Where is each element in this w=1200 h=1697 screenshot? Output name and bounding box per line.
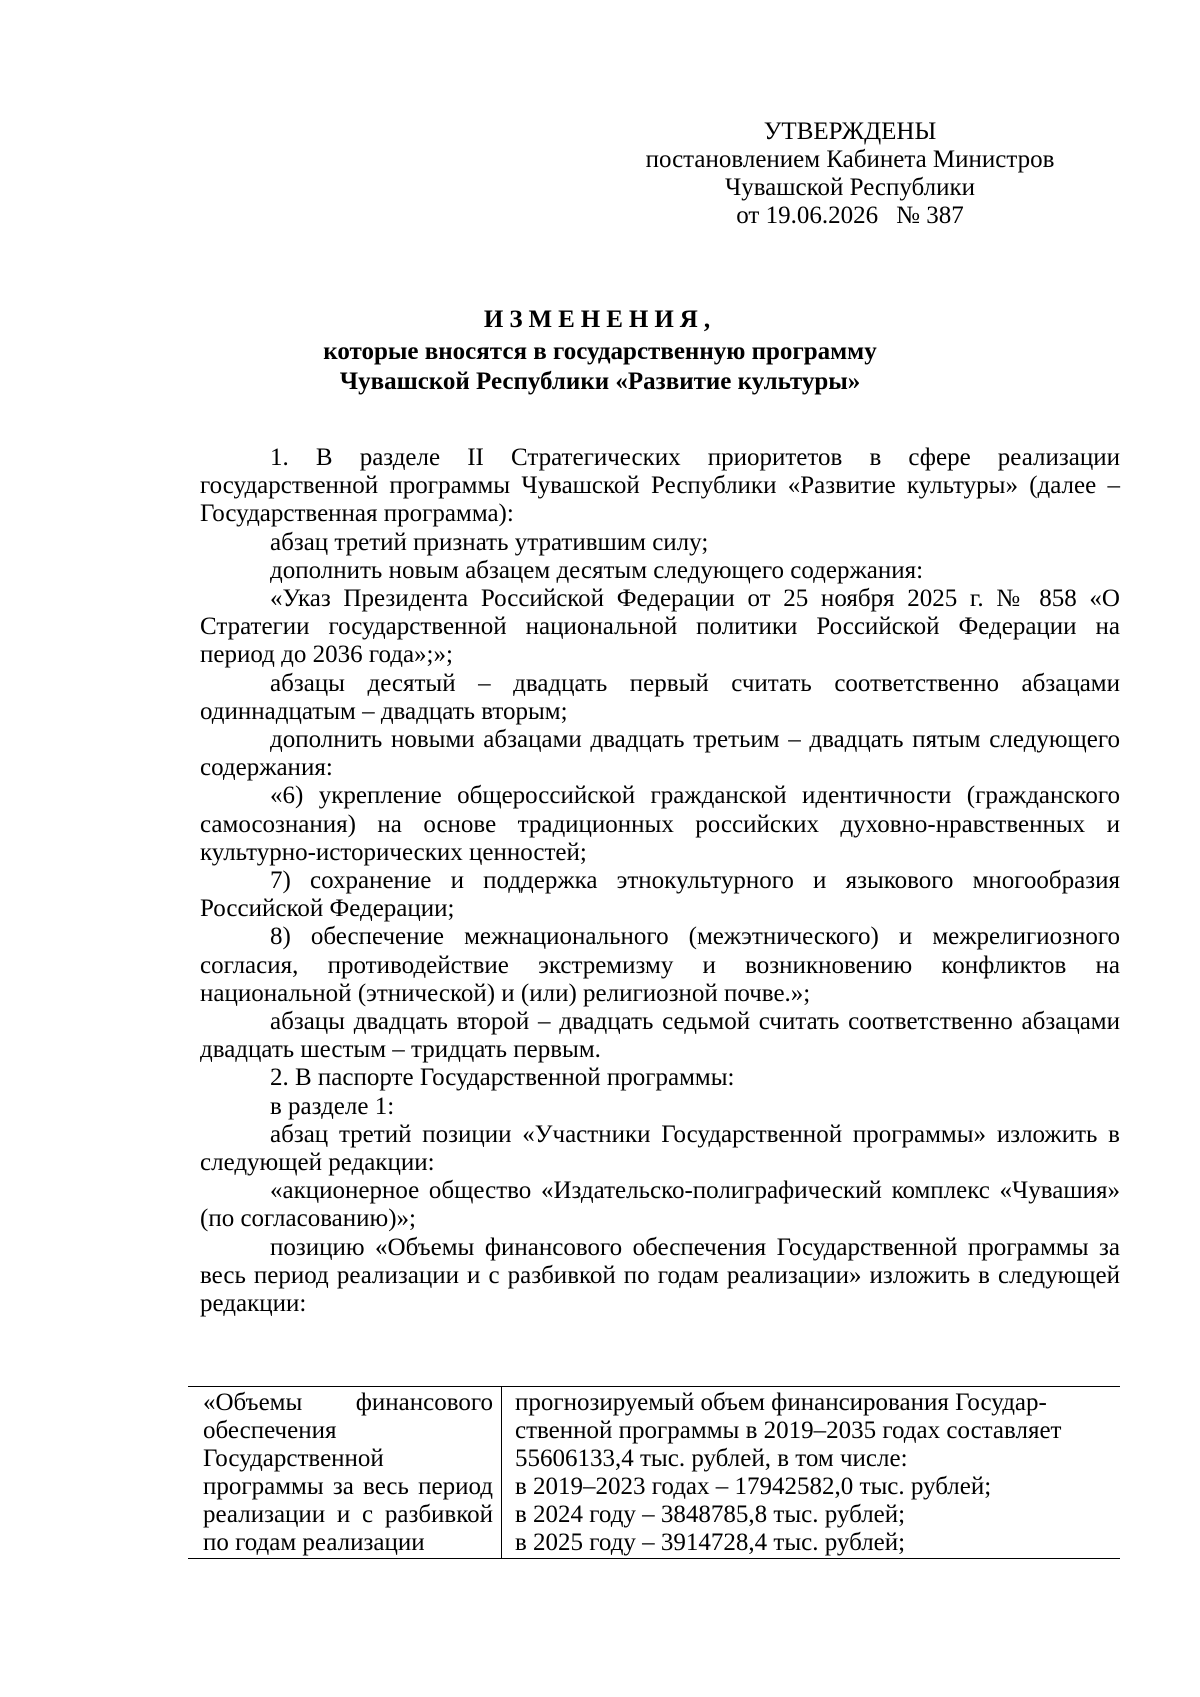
- approval-stamp: [600, 118, 1100, 230]
- paragraph: 7) сохранение и поддержка этнокультурного и языкового многообразия Российской Федерации;: [200, 867, 1120, 923]
- table-line: ственной программы в 2019–2035 годах составляет: [515, 1417, 1062, 1444]
- paragraph: абзацы десятый – двадцать первый считать соответственно абзацами одиннадцатым – двадцать вторым;: [200, 669, 1120, 725]
- paragraph: абзац третий признать утратившим силу;: [270, 528, 709, 556]
- paragraph: 1. В разделе II Стратегических приоритетов в сфере реализации государственной программы Чувашской Республики «Развитие культуры» (далее – Государственная программа):: [200, 444, 1120, 528]
- approval-label: УТВЕРЖДЕНЫ: [763, 118, 937, 145]
- table-line: в 2025 году – 3914728,4 тыс. рублей;: [515, 1529, 906, 1556]
- approval-date: от 19.06.2026: [736, 202, 879, 229]
- approval-authority: постановлением Кабинета Министров: [645, 146, 1055, 173]
- paragraph: абзац третий позиции «Участники Государственной программы» изложить в следующей редакции:: [200, 1120, 1120, 1177]
- table-cell-position: «Объемы финансового обеспечения Государственной программы за весь период реализации и с разбивкой по годам реализации: [188, 1387, 502, 1559]
- paragraph: дополнить новым абзацем десятым следующего содержания:: [270, 556, 924, 584]
- paragraph: 2. В паспорте Государственной программы:: [270, 1064, 735, 1092]
- table-line: прогнозируемый объем финансирования Государ-: [515, 1389, 1047, 1416]
- paragraph: позицию «Объемы финансового обеспечения Государственной программы за весь период реализации и с разбивкой по годам реализации» изложить в следующей редакции:: [200, 1233, 1120, 1318]
- paragraph: «6) укрепление общероссийской гражданской идентичности (гражданского самосознания) на основе традиционных российских духовно-нравственных и культурно-исторических ценностей;: [200, 782, 1120, 866]
- paragraph: в разделе 1:: [270, 1092, 395, 1120]
- paragraph: «акционерное общество «Издательско-полиграфический комплекс «Чувашия» (по согласованию)»;: [200, 1177, 1120, 1233]
- financing-table: [188, 1386, 1120, 1559]
- paragraph: 8) обеспечение межнационального (межэтнического) и межрелигиозного согласия, противодействие экстремизму и возникновению конфликтов на национальной (этнической) и (или) религиозной почве.»;: [200, 923, 1120, 1007]
- title-subtitle-line2: Чувашской Республики «Развитие культуры»: [339, 368, 861, 395]
- title-heading: ИЗМЕНЕНИЯ,: [483, 306, 717, 333]
- approval-region: Чувашской Республики: [724, 174, 976, 201]
- paragraph: «Указ Президента Российской Федерации от 25 ноября 2025 г. № 858 «О Стратегии государственной национальной политики Российской Федерации на период до 2036 года»;»;: [200, 585, 1120, 669]
- document-title: [200, 305, 1000, 397]
- approval-number: № 387: [896, 202, 964, 229]
- table-cell-content: [502, 1387, 1121, 1559]
- table-line: 55606133,4 тыс. рублей, в том числе:: [515, 1445, 908, 1472]
- table-line: в 2019–2023 годах – 17942582,0 тыс. рублей;: [515, 1473, 992, 1500]
- paragraph: абзацы двадцать второй – двадцать седьмой считать соответственно абзацами двадцать шестым – тридцать первым.: [200, 1008, 1120, 1064]
- title-subtitle-line1: которые вносятся в государственную программу: [323, 338, 877, 365]
- table-row: [188, 1387, 1120, 1559]
- paragraph: дополнить новыми абзацами двадцать третьим – двадцать пятым следующего содержания:: [200, 726, 1120, 782]
- approval-date-number: [600, 202, 1100, 230]
- table-line: в 2024 году – 3848785,8 тыс. рублей;: [515, 1501, 906, 1528]
- document-body: [200, 444, 1120, 1318]
